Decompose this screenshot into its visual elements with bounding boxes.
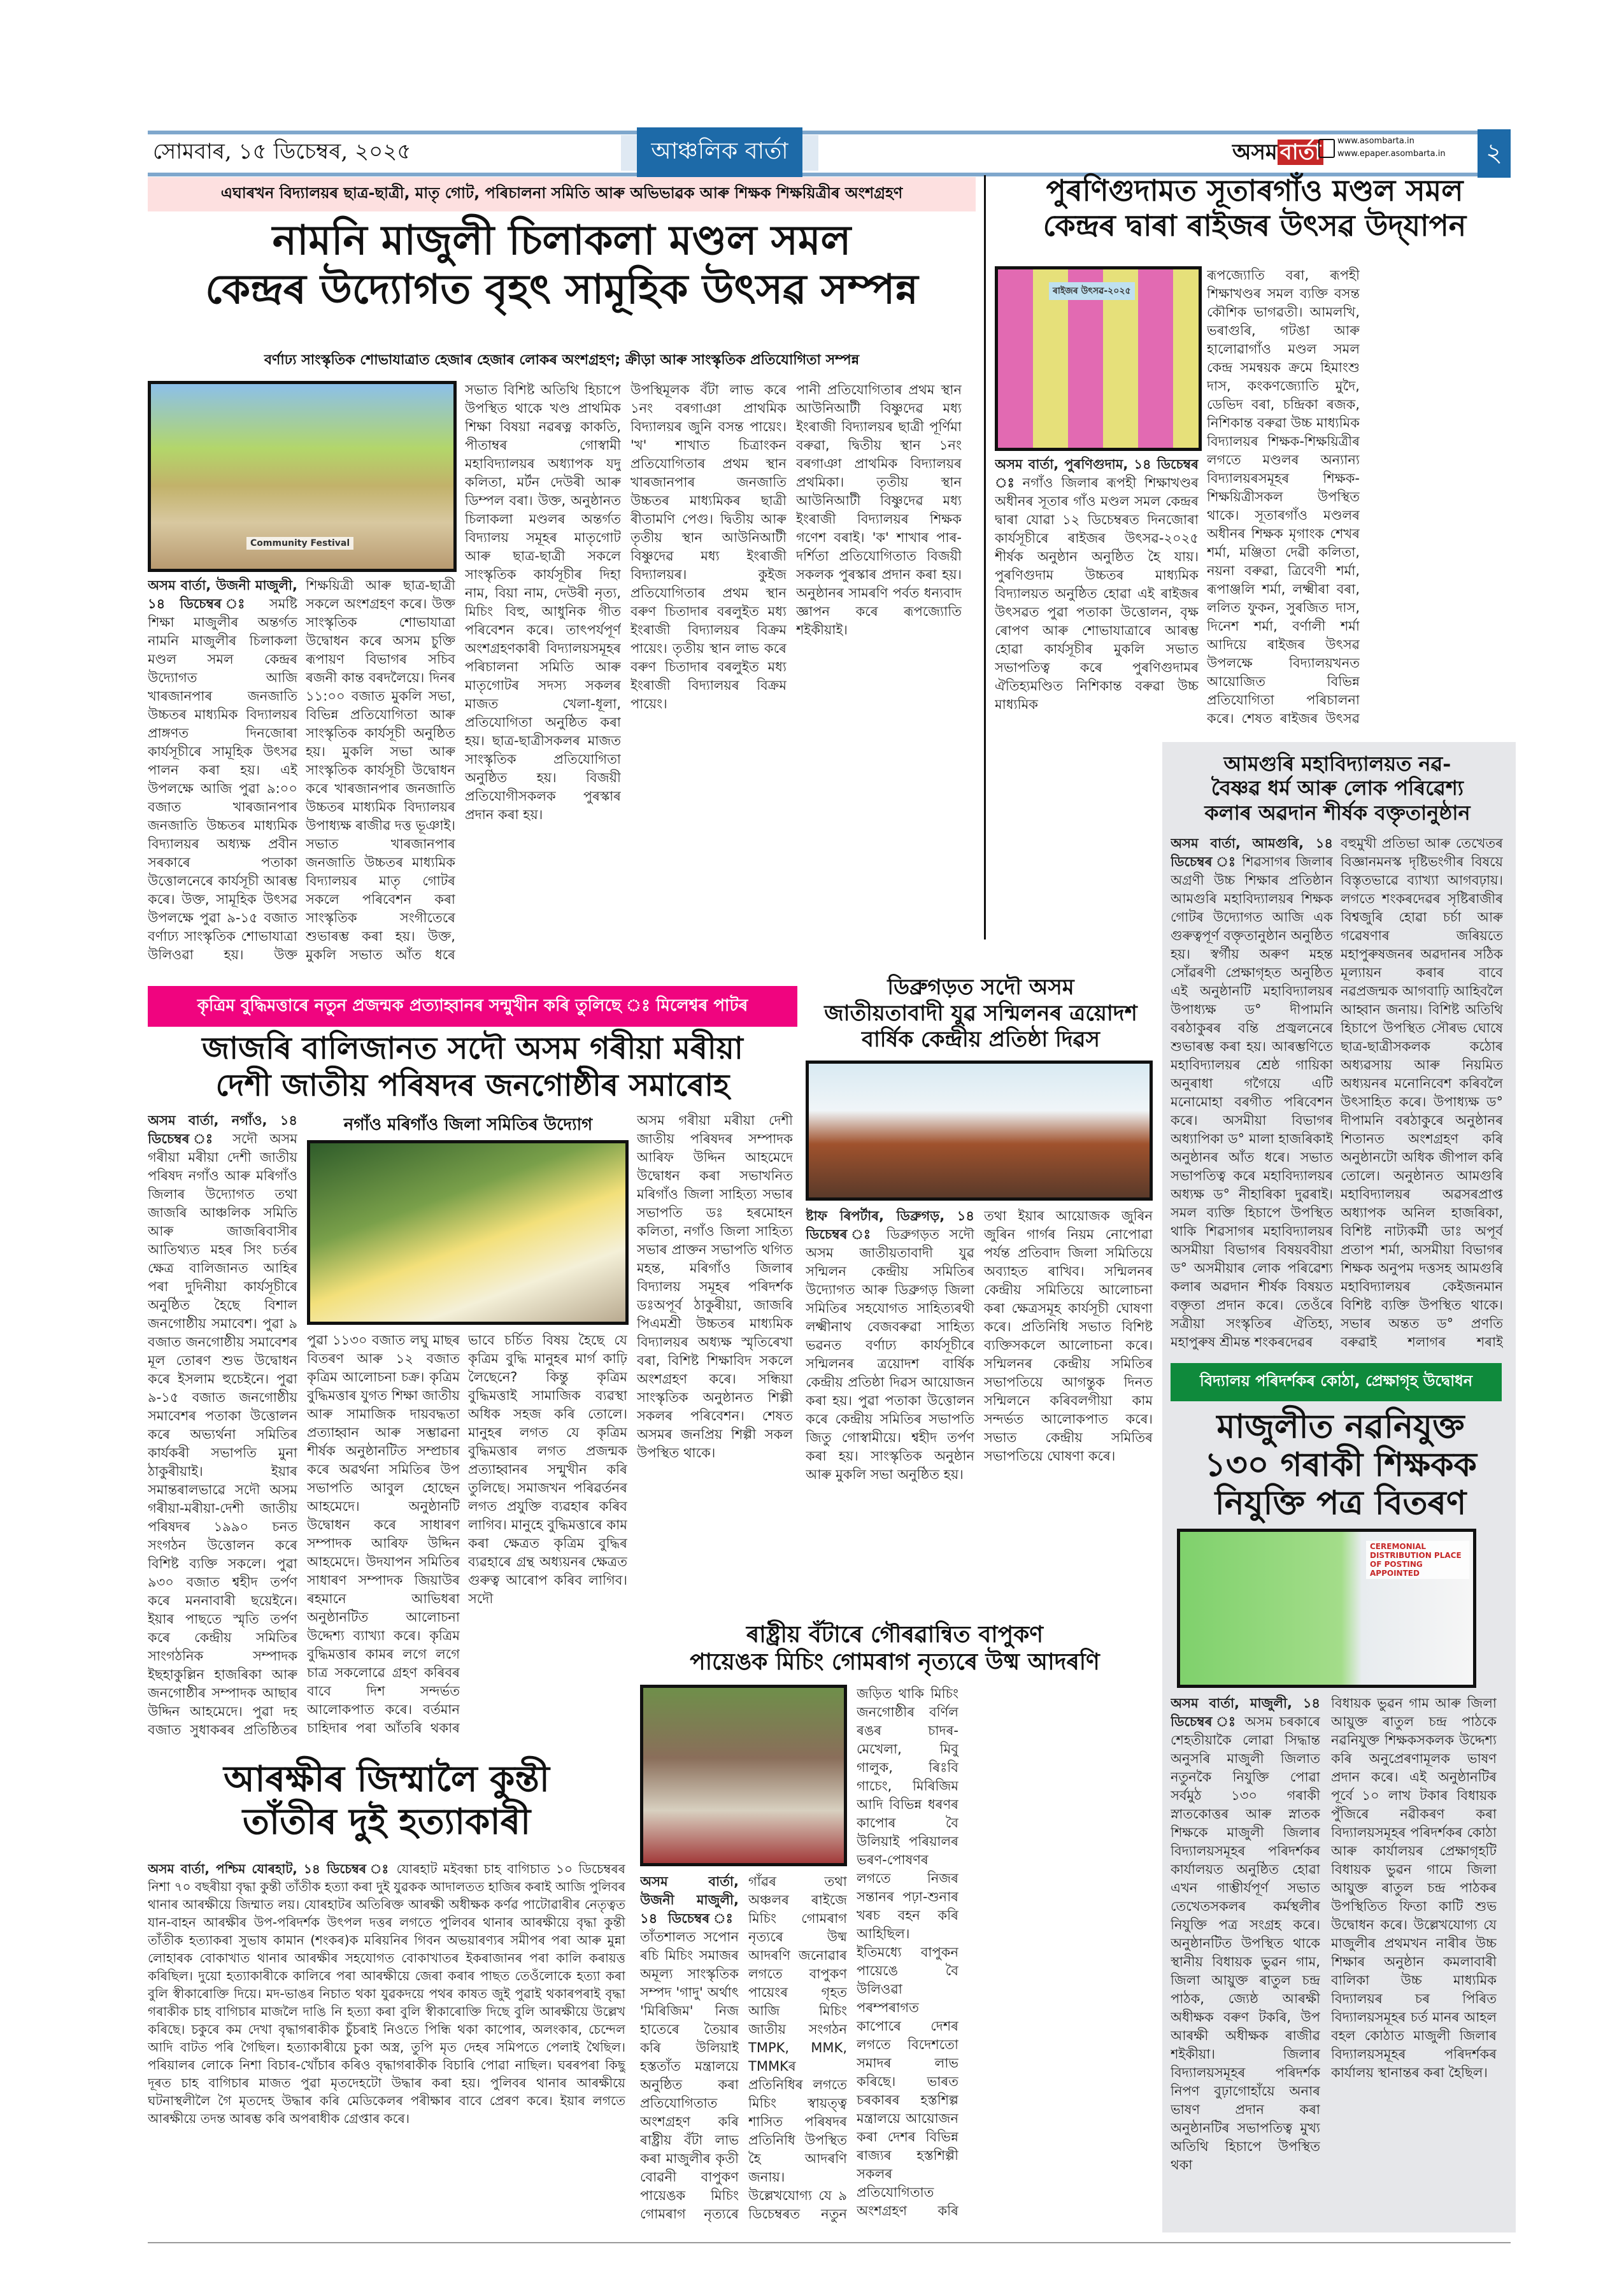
article8-headline-line1: আৰক্ষীৰ জিম্মালৈ কুন্তী [224,1758,550,1800]
article1-subhead: বৰ্ণাঢ্য সাংস্কৃতিক শোভাযাত্ৰাত হেজাৰ হেজাৰ লোকৰ অংশগ্ৰহণ; ক্ৰীড়া আৰু সাংস্কৃতিক প্ৰতিযোগিতা সম্পন্ন [264,352,860,368]
article3-dateline: অসম বাৰ্তা, আমগুৰি, ১৪ ডিচেম্বৰ ঃ [1171,836,1333,869]
article6-headline [1169,1408,1513,1522]
article3-headline-line3: কলাৰ অৱদান শীৰ্ষক বক্তৃতানুষ্ঠান [1204,800,1471,825]
article7-dateline: অসম বাৰ্তা, উজনী মাজুলী, ১৪ ডিচেম্বৰ ঃ [640,1874,739,1926]
article6-headline-line2: ১৩০ গৰাকী শিক্ষকক [1204,1445,1477,1484]
epaper-url[interactable]: www.epaper.asombarta.in [1337,149,1446,159]
article2-headline-line2: কেন্দ্ৰৰ দ্বাৰা ৰাইজৰ উৎসৱ উদ্‌যাপন [1043,208,1467,243]
article1-column-5: পানী প্ৰতিযোগিতাৰ প্ৰথম স্থান আউনিআটী বিষ্ণুদেৱ মধ্য ইংৰাজী বিদ্যালয়ৰ ছাত্ৰী পূৰ্ণিমা বৰুৱা, দ্বিতীয় স্থান ১নং বৰগাঞা প্ৰাথমিক বিদ্যালয়ৰ প্ৰথমিকা। তৃতীয় স্থান আউনিআটী বিষ্ণুদেৱ মধ্য ইংৰাজী বিদ্যালয়ৰ শিক্ষক গণেশ বৰাই। 'ক' শাখাৰ পাৰ-দৰ্শিতা প্ৰতিযোগিতাত বিজয়ী সকলক পুৰস্কাৰ প্ৰদান কৰা হয়। অনুষ্ঠানৰ সামৰণি পৰ্বত ধন্যবাদ জ্ঞাপন কৰে ৰূপজ্যোতি শইকীয়াই। [796,382,962,638]
article4-column-3: ভাবে চৰ্চিত বিষয় হৈছে যে কৃত্ৰিম বুদ্ধি মানুহৰ মাৰ্গ কাঢ়ি লৈছেনে? কিন্তু কৃত্ৰিম বুদ্ধিমত্তাই সামাজিক ব্যৱস্থা অধিক সহজ কৰি তোলে। মানুহৰ লগত যে কৃত্ৰিম বুদ্ধিমত্তাৰ লগত প্ৰজন্মক প্ৰত্যাহ্বানৰ সন্মুখীন কৰি তুলিছে। সমাজখন পৰিৱৰ্তনৰ লগত প্ৰযুক্তি ব্যৱহাৰ কৰিব লাগিব। মানুহে বুদ্ধিমত্তাৰে কাম কৰা ক্ষেত্ৰত কৃত্ৰিম বুদ্ধিৰ ব্যৱহাৰে গ্ৰন্থ অধ্যয়নৰ ক্ষেত্ৰত গুৰুত্ব আৰোপ কৰিব লাগিব। সদৌ [468,1332,627,1606]
article2-column-2: ৰূপজ্যোতি বৰা, ৰূপহী শিক্ষাখণ্ডৰ সমল ব্যক্তি বসন্ত কৌশিক ভাগৱতী। আমলখি, ভৰাগুৰি, গটঙা আৰু হালোৱাগাঁও মণ্ডল সমল কেন্দ্ৰ সমন্বয়ক ক্ৰমে হিমাংশু দাস, কংকণজ্যোতি মুদৈ, ডেভিদ বৰা, চন্দ্ৰিকা ৰজক, নিশিকান্ত বৰুৱা উচ্চ মাধ্যমিক বিদ্যালয়ৰ শিক্ষক-শিক্ষয়িত্ৰীৰ লগতে মণ্ডলৰ অন্যান্য বিদ্যালয়ৰসমূহৰ শিক্ষক-শিক্ষয়িত্ৰীসকল উপস্থিত থাকে। সূতাৰগাঁও মণ্ডলৰ অধীনৰ শিক্ষক মৃগাংক শেখৰ শৰ্মা, মঞ্জিতা দেৱী কলিতা, নয়না বৰুৱা, ত্ৰিবেণী শৰ্মা, ৰূপাঞ্জলি শৰ্মা, লক্ষ্মীৰা বৰা, ললিত ফুকন, সুৰজিত দাস, দিনেশ শৰ্মা, বৰ্ণালী শৰ্মা আদিয়ে ৰাইজৰ উৎসৱ উপলক্ষে বিদ্যালয়খনত আয়োজিত বিভিন্ন প্ৰতিযোগিতা পৰিচালনা কৰে। শেষত ৰাইজৰ উৎসৱ [1207,268,1360,726]
article1-headline-line1: নামনি মাজুলী চিলাকলা মণ্ডল সমল [272,217,851,264]
article2-col1-text: নগাঁও জিলাৰ ৰূপহী শিক্ষাখণ্ডৰ অধীনৰ সূতাৰ গাঁও মণ্ডল সমল কেন্দ্ৰৰ দ্বাৰা যোৱা ১২ ডিচেম্বৰত দিনজোৰা কাৰ্যসূচীৰে ৰাইজৰ উৎসৱ-২০২৫ শীৰ্ষক অনুষ্ঠান অনুষ্ঠিত হৈ যায়। পুৰণিগুদাম উচ্চতৰ মাধ্যমিক বিদ্যালয়ত অনুষ্ঠিত হোৱা এই ৰাইজৰ উৎসৱত পুৱা পতাকা উত্তোলন, বৃক্ষ ৰোপণ আৰু শোভাযাত্ৰাৰে আৰম্ভ হোৱা কাৰ্যসূচীৰ মুকলি সভাত সভাপতিত্ব কৰে পুৰণিগুদামৰ ঐতিহ্যমণ্ডিত নিশিকান্ত বৰুৱা উচ্চ মাধ্যমিক [995,475,1199,712]
website-url[interactable]: www.asombarta.in [1337,136,1414,146]
article4-subhead: নগাঁও মৰিগাঁও জিলা সমিতিৰ উদ্যোগ [343,1115,593,1134]
section-title: আঞ্চলিক বাৰ্তা [637,127,802,178]
article8-body [148,1860,625,2234]
article6-headline-line1: মাজুলীত নৱনিযুক্ত [1216,1407,1465,1446]
article3-column-1 [1171,834,1333,1352]
article1-dateline: অসম বাৰ্তা, উজনী মাজুলী, ১৪ ডিচেম্বৰ ঃ [148,578,297,611]
article4-column-2: পুৱা ১১৩০ বজাত লঘু মাছৰ বিতৰণ আৰু ১২ বজাত কৃত্ৰিম আলোচনা চক্ৰ। কৃত্ৰিম বুদ্ধিমত্তাৰ যুগত শিক্ষা জাতীয় আৰু সামাজিক দায়বদ্ধতা প্ৰত্যাহ্বান আৰু সম্ভাৱনা শীৰ্ষক অনুষ্ঠানটিত সম্প্ৰচাৰ কৰে অৱৰ্থনা সমিতিৰ উপ সভাপতি আবুল হোছেন আহমেদে। অনুষ্ঠানটি উদ্বোধন কৰে সাধাৰণ সম্পাদক আৰিফ উদ্দিন আহমেদে। উদযাপন সমিতিৰ সাধাৰণ সম্পাদক জিয়াউৰ ৰহমানে আভিধৰা অনুষ্ঠানটিত আলোচনা উদ্দেশ্য ব্যাখ্যা কৰে। কৃত্ৰিম বুদ্ধিমত্তাৰ কামৰ লগে লগে চাত্ৰ সকলোৱে গ্ৰহণ কৰিবৰ বাবে দিশ সন্দৰ্ভত আলোকপাত কৰে। বৰ্তমান চাহিদাৰ পৰা আঁতৰি থকাৰ [307,1332,460,1736]
article8-headline-line2: তাঁতীৰ দুই হত্যাকাৰী [242,1801,531,1843]
article6-column-2: বিধায়ক ভুৱন গাম আৰু জিলা আয়ুক্ত ৰাতুল চন্দ্ৰ পাঠকে নৱনিযুক্ত শিক্ষকসকলক উদ্দেশ্য কৰি অনুপ্ৰেৰণামূলক ভাষণ প্ৰদান কৰে। এই অনুষ্ঠানটিৰ পূৰ্বে ১০ লাখ টকাৰ বিধায়ক পুঁজিৰে নৱীকৰণ কৰা বিদ্যালয়সমূহৰ পৰিদৰ্শকৰ কোঠা আৰু কাৰ্যালয়ৰ প্ৰেক্ষাগৃহটি বিধায়ক ভুৱন গামে জিলা আয়ুক্ত ৰাতুল চন্দ্ৰ পাঠকৰ উপস্থিতিত ফিতা কাটি শুভ উদ্বোধন কৰে। উল্লেখযোগ্য যে মাজুলীৰ প্ৰথমখন নাৰীৰ উচ্চ শিক্ষাৰ অনুষ্ঠান কমলাবাৰী বালিকা উচ্চ মাধ্যমিক বিদ্যালয়ৰ চৰ পিৰিত বিদ্যালয়সমূহৰ চৰ্ত মানৰ আহল বহল কোঠাত মাজুলী জিলাৰ বিদ্যালয়সমূহৰ পৰিদৰ্শকৰ কাৰ্যালয় স্থানান্তৰ কৰা হৈছিল। [1331,1696,1497,2080]
article6-photo [1177,1529,1476,1688]
article6-dateline: অসম বাৰ্তা, মাজুলী, ১৪ ডিচেম্বৰ ঃ [1171,1696,1320,1729]
article7-headline [630,1621,1159,1676]
article5-headline-line1: ডিব্ৰুগড়ত সদৌ অসম [887,975,1074,1000]
article8-headline [148,1758,625,1843]
article4-photo [307,1140,629,1325]
article5-column-2: তথা ইয়াৰ আয়োজক জুৰিন জুৰিন গাৰ্গৰ নিয়ম নোপোৱা পৰ্যন্ত প্ৰতিবাদ জিলা সমিতিয়ে অব্যাহত ৰাখিব। সন্মিলনৰ কেন্দ্ৰীয় সমিতিয়ে আলোচনা কৰা ক্ষেত্ৰসমূহ কাৰ্যসূচী ঘোষণা কৰে। প্ৰতিনিধি সভাত বিশিষ্ট ব্যক্তিসকলে আলোচনা কৰে। সন্মিলনৰ কেন্দ্ৰীয় সমিতিৰ সভাপতিয়ে আগন্তুক দিনত সন্মিলনে কৰিবলগীয়া কাম সন্দৰ্ভত আলোকপাত কৰে। সভাত কেন্দ্ৰীয় সমিতিৰ সভাপতিয়ে ঘোষণা কৰে। [984,1208,1153,1464]
article6-headline-line3: নিযুক্তি পত্ৰ বিতৰণ [1214,1483,1467,1522]
article7-column-2: গাঁৱৰ তথা অঞ্চলৰ ৰাইজে মিচিং গোমৰাগ নৃত্যৰে উষ্ম আদৰণি জনোৱাৰ লগতে বাপুকণ পায়েংৰ গৃহত আজি মিচিং জাতীয় সংগঠন TMPK, MMK, TMMKৰ প্ৰতিনিধিৰ লগতে মিচিং স্বায়ত্ত্ব শাসিত পৰিষদৰ প্ৰতিনিধি উপস্থিত হৈ আদৰণি জনায়। উল্লেখযোগ্য যে ৯ ডিচেম্বৰত নতুন [748,1874,847,2222]
article2-dateline: অসম বাৰ্তা, পুৰণিগুদাম, ১৪ ডিচেম্বৰ ঃ [995,457,1199,490]
article4-strap: কৃত্ৰিম বুদ্ধিমত্তাৰে নতুন প্ৰজন্মক প্ৰত্যাহ্বানৰ সন্মুখীন কৰি তুলিছে ঃ মিলেশ্বৰ পাটৰ [148,986,797,1027]
article8-dateline: অসম বাৰ্তা, পশ্চিম যোৰহাট, ১৪ ডিচেম্বৰ ঃ [148,1861,391,1876]
article8-body-text: যোৰহাট মইবন্ধা চাহ বাগিচাত ১০ ডিচেম্বৰৰ নিশা ৭০ বছৰীয়া বৃদ্ধা কুন্তী তাঁতীক হত্যা কৰা দুই যুৱকক আদালতত হাজিৰ কৰাই আজি পুলিবৰ থানাৰ আৰক্ষীয়ে জিম্মাত লয়। যোৰহাটৰ অতিৰিক্ত আৰক্ষী অধীক্ষক কৰ্ণৱ পাটোৱাৰীৰ নেতৃত্বত যান-বাহন আৰক্ষীৰ উপ-পৰিদৰ্শক উৎপল দত্তৰ লগতে পুলিবৰ থানাৰ আৰক্ষীয়ে বৃদ্ধা কুন্তী তাঁতীক হত্যাকৰা সুভাষ কামান (শংকৰ)ক মৰিয়নিৰ গিবন অভয়াৰণ্যৰ সমীপৰ পৰা আৰু মুন্না লোহাৰক বোকাখাত থানাৰ আৰক্ষীৰ সহযোগত বোকাখাতৰ ইকৰাজানৰ পৰা কালি কৰায়ত্ত কৰিছিল। দুয়ো হত্যাকাৰীকে কালিৰে পৰা আৰক্ষীয়ে জেৰা কৰাৰ পাছত তেওঁলোকে হত্যা কৰা বুলি স্বীকাৰোক্তি দিয়ে। মদ-ভাঙৰ নিচাত থকা যুৱকদয়ে পথৰ কাষত জুই পুৱাই থকাৰপৰাই বৃদ্ধা গৰাকীক চাহ বাগিচাৰ মাজলৈ দাঙি নি হত্যা কৰা বুলি স্বীকাৰোক্তি দিছে বুলি আৰক্ষীয়ে উল্লেখ কৰিছে। চকুৰে কম দেখা বৃদ্ধাগৰাকীক চুঁচৰাই নিওতে পিন্ধি থকা কাপোৰ, অলংকাৰ, চেন্দেল আদি বাটত পৰি গৈছিল। হত্যাকাৰীয়ে চুকা অস্ত্ৰ, তুপি মৃত দেহৰ সমিপতে পেলাই থৈছিল। পৰিয়ালৰ লোকে নিশা বিচাৰ-খোঁচাৰ কৰিও বৃদ্ধাগৰাকীক বিচাৰি পোৱা নাছিল। ঘৰৰপৰা কিছু দূৰত চাহ বাগিচাৰ মাজত পুৱা মৃতদেহটো উদ্ধাৰ কৰা হয়। পুলিবৰ থানাৰ আৰক্ষীয়ে ঘটনাস্থলীলৈ গৈ মৃতদেহ উদ্ধাৰ কৰি মেডিকেলৰ পৰীক্ষাৰ বাবে প্ৰেৰণ কৰে। ইয়াৰ লগতে আৰক্ষীয়ে তদন্ত আৰম্ভ কৰি অপৰাধীক গ্ৰেপ্তাৰ কৰে। [148,1861,625,2126]
logo-right: বাৰ্তা [1278,139,1323,165]
article3-headline-line2: বৈষ্ণৱ ধৰ্ম আৰু লোক পৰিৱেশ্য [1211,776,1464,801]
article1-headline [148,217,976,315]
article7-headline-line1: ৰাষ্ট্ৰীয় বঁটাৰে গৌৰৱান্বিত বাপুকণ [746,1621,1044,1648]
article1-column-3: সভাত বিশিষ্ট অতিথি হিচাপে উপস্থিত থাকে খণ্ড প্ৰাথমিক শিক্ষা বিষয়া নৱৰত্ন কাকতি, পীতাম্বৰ গোস্বামী মহাবিদ্যালয়ৰ অধ্যাপক যদু কলিতা, মৰ্টন দেউৰী আৰু ডিম্পল বৰা। উক্ত, অনুষ্ঠানত চিলাকলা মণ্ডলৰ অন্তৰ্গত বিদ্যালয় সমূহৰ মাতৃগোট আৰু ছাত্ৰ-ছাত্ৰী সকলে সাংস্কৃতিক কাৰ্যসূচীৰ দিহা নাম, বিয়া নাম, দেউৰী নৃত্য, মিচিং বিহু, আধুনিক গীত পৰিবেশন কৰে। তাৎপৰ্যপূৰ্ণ অংশগ্ৰহণকাৰী বিদ্যালয়সমূহৰ পৰিচালনা সমিতি আৰু মাতৃগোটৰ সদস্য সকলৰ মাজত খেলা-ধূলা, প্ৰতিযোগিতা অনুষ্ঠিত কৰা হয়। ছাত্ৰ-ছাত্ৰীসকলৰ মাজত সাংস্কৃতিক প্ৰতিযোগিতা অনুষ্ঠিত হয়। বিজয়ী প্ৰতিযোগীসকলক পুৰস্কাৰ প্ৰদান কৰা হয়। [465,382,621,822]
article4-column-4: অসম গৰীয়া মৰীয়া দেশী জাতীয় পৰিষদৰ সম্পাদক আৰিফ উদ্দিন আহমেদে উদ্বোধন কৰা সভাখনিত মৰিগাঁও জিলা সাহিত্য সভাৰ সভাপতি ডঃ হৰমোহন কলিতা, নগাঁও জিলা সাহিত্য সভাৰ প্ৰাক্তন সভাপতি থগিত মহন্ত, মৰিগাঁও জিলাৰ বিদ্যালয় সমূহৰ পৰিদৰ্শক ডঃঅপূৰ্ব ঠাকুৰীয়া, জাজৰি পিএমশ্ৰী উচ্চতৰ মাধ্যমিক বিদ্যালয়ৰ অধ্যক্ষ স্মৃতিৰেখা বৰা, বিশিষ্ট শিক্ষাবিদ সকলে অংশগ্ৰহণ কৰে। সন্ধিয়া সাংস্কৃতিক অনুষ্ঠানত শিল্পী সকলৰ পৰিবেশন। শেষত অসমৰ জনপ্ৰিয় শিল্পী সকল উপস্থিত থাকে। [637,1113,793,1461]
issue-date: সোমবাৰ, ১৫ ডিচেম্বৰ, ২০২৫ [153,139,411,164]
article4-col1-text: সদৌ অসম গৰীয়া মৰীয়া দেশী জাতীয় পৰিষদ নগাঁও আৰু মৰিগাঁও জিলাৰ উদ্যোগত তথা জাজৰি আঞ্চলিক সমিতি আৰু জাজৰিবাসীৰ আতিথ্যত মহৰ সিং চৰ্তৰ ক্ষেত্ৰ বালিজানত আহিৰ পৰা দুদিনীয়া কাৰ্যসূচীৰে অনুষ্ঠিত হৈছে বিশাল জনগোষ্ঠীয় সমাবেশ। পুৱা ৯ বজাত জনগোষ্ঠীয় সমাবেশৰ মূল তোৰণ শুভ উদ্বোধন কৰে ইসলাম হুচেইনে। পুৱা ৯-১৫ বজাত জনগোষ্ঠীয় সমাবেশৰ পতাকা উত্তোলন কৰে অভ্যৰ্থনা সমিতিৰ কাৰ্যকৰী সভাপতি মুনা ঠাকুৰীয়াই। ইয়াৰ সমান্তৰালভাৱে সদৌ অসম গৰীয়া-মৰীয়া-দেশী জাতীয় পৰিষদৰ ১৯৯০ চনত সংগঠন উত্তোলন কৰে বিশিষ্ট ব্যক্তি সকলে। পুৱা ৯৩০ বজাত শ্বহীদ তৰ্পণ কৰে মননাবাৰী ছয়েইনে। ইয়াৰ পাছতে স্মৃতি তৰ্পণ কৰে কেন্দ্ৰীয় সমিতিৰ সাংগঠনিক সম্পাদক ইছহাকুল্লিন হাজৰিকা আৰু জনগোষ্ঠীৰ সম্পাদক আছাৰ উদ্দিন আহমেদে। পুৱা দহ বজাত সুধাকৰৰ প্ৰতিষ্ঠিতৰ [148,1131,297,1738]
article7-col1-text: তাঁতশালত সপোন ৰচি মিচিং সমাজৰ অমূল্য সাংস্কৃতিক সম্পদ 'গাদু' অৰ্থাৎ 'মিৰিজিম' নিজ হাতেৰে তৈয়াৰ কৰি উলিয়াই হস্ততাঁত মন্ত্ৰালয়ে অনুষ্ঠিত কৰা প্ৰতিযোগিতাত অংশগ্ৰহণ কৰি ৰাষ্ট্ৰীয় বঁটা লাভ কৰা মাজুলীৰ কৃতী বোৱনী বাপুকণ পায়েঙক মিচিং গোমৰাগ নৃত্যৰে [640,1929,739,2222]
article3-headline-line1: আমগুৰি মহাবিদ্যালয়ত নৱ- [1223,752,1451,776]
article1-column-2: শিক্ষয়িত্ৰী আৰু ছাত্ৰ-ছাত্ৰী সকলে অংশগ্ৰহণ কৰে। উক্ত সাংস্কৃতিক শোভাযাত্ৰা উদ্বোধন কৰে অসম চুক্তি ৰূপায়ণ বিভাগৰ সচিব ৰজনী কান্ত বৰদলৈয়ে। দিনৰ ১১:০০ বজাত মুকলি সভা, বিভিন্ন প্ৰতিযোগিতা আৰু সাংস্কৃতিক কাৰ্যসূচী অনুষ্ঠিত হয়। মুকলি সভা আৰু সাংস্কৃতিক কাৰ্যসূচী উদ্বোধন কৰে খাৰজানপাৰ জনজাতি উচ্চতৰ মাধ্যমিক বিদ্যালয়ৰ উপাধ্যক্ষ ৰাজীৱ দত্ত ভূঞাই। সভাত খাৰজানপাৰ জনজাতি উচ্চতৰ মাধ্যমিক বিদ্যালয়ৰ মাতৃ গোটৰ সকলে পৰিবেশন কৰা সাংস্কৃতিক সংগীতেৰে শুভাৰম্ভ কৰা হয়। উক্ত, মুকলি সভাত আঁত ধৰে [306,578,455,962]
article2-headline-line1: পুৰণিগুদামত সূতাৰগাঁও মণ্ডল সমল [1046,173,1464,208]
article5-photo [806,1061,1153,1201]
article4-column-1 [148,1111,297,1739]
column-divider [984,175,986,939]
article1-column-1 [148,576,297,964]
article3-column-2: বহুমুখী প্ৰতিভা আৰু তেখেতৰ বিজ্ঞানমনস্ক দৃষ্টিভংগীৰ বিষয়ে বিস্তৃতভাৱে ব্যাখ্যা আগবঢ়ায়। লগতে শংকৰদেৱৰ সৃষ্টিৰাজীৰ বিশ্বজুৰি হোৱা চৰ্চা আৰু গৱেষণাৰ জৰিয়তে মহাপুৰুষজনৰ অৱদানৰ সঠিক মূল্যায়ন কৰাৰ বাবে নৱপ্ৰজন্মক আগবাঢ়ি আহিবলৈ আহ্বান জনায়। বিশিষ্ট অতিথি হিচাপে উপস্থিত সৌৰভ ঘোষে ছাত্ৰ-ছাত্ৰীসকলক কঠোৰ অধ্যৱসায় আৰু নিয়মিত অধ্যয়নৰ মনোনিবেশ কৰিবলৈ উৎসাহিত কৰে। উপাধ্যক্ষ ড° দীপামনি বৰঠাকুৰে অনুষ্ঠানৰ শিতানত অংশগ্ৰহণ কৰি অনুষ্ঠানটো অধিক জীপাল কৰি তোলে। অনুষ্ঠানত আমগুৰি মহাবিদ্যালয়ৰ অৱসৰপ্ৰাপ্ত অধ্যাপক অনিল হাজৰিকা, বিশিষ্ট নাট্যকৰ্মী ডাঃ অপূৰ্ব প্ৰতাপ শৰ্মা, অসমীয়া বিভাগৰ শিক্ষক অনুপম দত্তসহ আমগুৰি মহাবিদ্যালয়ৰ কেইজনমান বিশিষ্ট ব্যক্তি উপস্থিত থাকে। সভাৰ অন্তত ড° প্ৰণতি বৰুৱাই শলাগৰ শৰাই [1341,836,1503,1350]
article5-dateline: ষ্টাফ ৰিপৰ্টাৰ, ডিব্ৰুগড়, ১৪ ডিচেম্বৰ ঃ [806,1208,974,1242]
article4-headline [148,1031,797,1104]
article1-kicker: এঘাৰখন বিদ্যালয়ৰ ছাত্ৰ-ছাত্ৰী, মাতৃ গোট, পৰিচালনা সমিতি আৰু অভিভাৱক আৰু শিক্ষক শিক্ষয়িত্ৰীৰ অংশগ্ৰহণ [148,177,976,211]
article5-headline-line3: বাৰ্ষিক কেন্দ্ৰীয় প্ৰতিষ্ঠা দিৱস [862,1026,1100,1052]
article1-column-4: উপস্থিমূলক বঁটা লাভ কৰে ১নং বৰগাঞা প্ৰাথমিক বিদ্যালয়ৰ জুনি বসন্ত পায়েং। 'খ' শাখাত চিত্ৰাংকন প্ৰতিযোগিতাৰ প্ৰথম স্থান খাৰজানপাৰ জনজাতি উচ্চতৰ মাধ্যমিকৰ ছাত্ৰী ৰীতামণি পেগু। দ্বিতীয় আৰু তৃতীয় স্থান আউনিআটী বিষ্ণুদেৱ মধ্য ইংৰাজী বিদ্যালয়ৰ। কুইজ প্ৰতিযোগিতাৰ প্ৰথম স্থান বৰুণ চিতাদাৰ বৰলুইত মধ্য ইংৰাজী বিদ্যালয়ৰ বিক্ৰম পায়েং। তৃতীয় স্থান লাভ কৰে বৰুণ চিতাদাৰ বৰলুইত মধ্য ইংৰাজী বিদ্যালয়ৰ বিক্ৰম পায়েং। [630,382,787,711]
article3-col1-text: শিৱসাগৰ জিলাৰ অগ্ৰণী উচ্চ শিক্ষাৰ প্ৰতিষ্ঠান আমগুৰি মহাবিদ্যালয়ৰ শিক্ষক গোটৰ উদ্যোগত আজি এক গুৰুত্বপূৰ্ণ বক্তৃতানুষ্ঠান অনুষ্ঠিত হয়। স্বৰ্গীয় অৰুণ মহন্ত সোঁৱৰণী প্ৰেক্ষাগৃহত অনুষ্ঠিত এই অনুষ্ঠানটি মহাবিদ্যালয়ৰ উপাধ্যক্ষ ড° দীপামনি বৰঠাকুৰৰ বন্তি প্ৰজ্বলনেৰে শুভাৰম্ভ কৰা হয়। আৰম্ভণিতে মহাবিদ্যালয়ৰ শ্ৰেষ্ঠ গায়িকা অনুৰাধা গগৈয়ে এটি মনোমোহা বৰগীত পৰিবেশন কৰে। অসমীয়া বিভাগৰ অধ্যাপিকা ড° মালা হাজৰিকাই অনুষ্ঠানৰ আঁত ধৰে। সভাত সভাপতিত্ব কৰে মহাবিদ্যালয়ৰ অধ্যক্ষ ড° নীহাৰিকা দুৱৰাই। সমল ব্যক্তি হিচাপে উপস্থিত থাকি শিৱসাগৰ মহাবিদ্যালয়ৰ অসমীয়া বিভাগৰ বিষয়ববীয়া ড° অসমীয়াৰ লোক পৰিৱেশ্য কলাৰ অৱদান শীৰ্ষক বিষয়ত বক্তৃতা প্ৰদান কৰে। তেওঁৰে সত্ৰীয়া সংস্কৃতিৰ ঐতিহ্য, মহাপুৰুষ শ্ৰীমন্ত শংকৰদেৱৰ [1171,854,1333,1350]
article6-col1-text: অসম চৰকাৰে শেহতীয়াকৈ লোৱা সিদ্ধান্ত অনুসৰি মাজুলী জিলাত নতুনকৈ নিযুক্তি পোৱা সৰ্বমুঠ ১৩০ গৰাকী স্নাতকোত্তৰ আৰু স্নাতক শিক্ষকে মাজুলী জিলাৰ বিদ্যালয়সমূহৰ পৰিদৰ্শকৰ কাৰ্যালয়ত অনুষ্ঠিত হোৱা এখন গাম্ভীৰ্যপূৰ্ণ সভাত তেখেতসকলৰ কৰ্মস্থলীৰ নিযুক্তি পত্ৰ সংগ্ৰহ কৰে। অনুষ্ঠানটিত উপস্থিত থাকে স্থানীয় বিধায়ক ভুৱন গাম, জিলা আয়ুক্ত ৰাতুল চন্দ্ৰ পাঠক, জ্যেষ্ঠ আৰক্ষী অধীক্ষক বৰুণ টকৰি, উপ আৰক্ষী অধীক্ষক ৰাজীৱ শইকীয়া। জিলাৰ বিদ্যালয়সমূহৰ পৰিদৰ্শক নিপণ বুঢ়াগোহাঁয়ে অনাৰ ভাষণ প্ৰদান কৰা অনুষ্ঠানটিৰ সভাপতিত্ব মুখ্য অতিথি হিচাপে উপস্থিত থকা [1171,1714,1320,2173]
article7-column-3: জড়িত থাকি মিচিং জনগোষ্ঠীৰ বৰ্ণিল ৰঙৰ চাদৰ-মেখেলা, মিবু গালুক, ৰিঃবি গাচেং, মিৰিজিম আদি বিভিন্ন ধৰণৰ কাপোৰ বৈ উলিয়াই পৰিয়ালৰ ভৰণ-পোষণৰ লগতে নিজৰ সন্তানৰ পঢ়া-শুনাৰ খৰচ বহন কৰি আহিছিল। ইতিমধ্যে বাপুকন পায়েঙে বৈ উলিওৱা পৰম্পৰাগত কাপোৰে দেশৰ লগতে বিদেশতো সমাদৰ লাভ কৰিছে। ভাৰত চৰকাৰৰ হস্তশিল্প মন্ত্ৰালয়ে আয়োজন কৰা দেশৰ বিভিন্ন ৰাজ্যৰ হস্তশিল্পী সকলৰ প্ৰতিযোগিতাত অংশগ্ৰহণ কৰি [857,1686,958,2218]
newspaper-logo [1232,136,1323,172]
article2-photo [995,266,1202,451]
article3-headline [1165,752,1509,825]
article7-headline-line2: পায়েঙক মিচিং গোমৰাগ নৃত্যৰে উষ্ম আদৰণি [690,1648,1100,1676]
article4-headline-line1: জাজৰি বালিজানত সদৌ অসম গৰীয়া মৰীয়া [202,1031,743,1066]
article2-column-1 [995,455,1199,732]
logo-left: অসম [1232,139,1278,165]
article1-headline-line2: কেন্দ্ৰৰ উদ্যোগত বৃহৎ সামূহিক উৎসৱ সম্পন্ন [205,265,918,313]
article6-strap: বিদ্যালয় পৰিদৰ্শকৰ কোঠা, প্ৰেক্ষাগৃহ উদ্বোধন [1171,1363,1502,1401]
website-urls [1337,135,1446,161]
article1-photo [148,381,457,572]
article5-headline-line2: জাতীয়তাবাদী যুৱ সন্মিলনৰ ত্ৰয়োদশ [824,1000,1137,1026]
article4-headline-line2: দেশী জাতীয় পৰিষদৰ জনগোষ্ঠীৰ সমাৰোহ [215,1067,730,1103]
article1-photo-banner: Community Festival [246,537,353,550]
article2-photo-banner: ৰাইজৰ উৎসৱ-২০২৫ [1049,282,1135,300]
article5-headline [802,975,1159,1052]
article1-col1-text: সমষ্টি শিক্ষা মাজুলীৰ অন্তৰ্গত নামনি মাজুলীৰ চিলাকলা মণ্ডল সমল কেন্দ্ৰৰ উদ্যোগত আজি খাৰজানপাৰ জনজাতি উচ্চতৰ মাধ্যমিক বিদ্যালয়ৰ প্ৰাঙ্গণত দিনজোৰা কাৰ্যসূচীৰে সামূহিক উৎসৱ পালন কৰা হয়। এই উপলক্ষে আজি পুৱা ৯:০০ বজাত খাৰজানপাৰ জনজাতি উচ্চতৰ মাধ্যমিক বিদ্যালয়ৰ অধ্যক্ষ প্ৰবীন সৰকাৰে পতাকা উত্তোলনেৰে কাৰ্যসূচী আৰম্ভ কৰে। উক্ত, সামূহিক উৎসৱ উপলক্ষে পুৱা ৯-১৫ বজাত বৰ্ণাঢ্য সাংস্কৃতিক শোভাযাত্ৰা উলিওৱা হয়। উক্ত [148,596,297,962]
article2-headline [994,173,1516,243]
article4-dateline: অসম বাৰ্তা, নগাঁও, ১৪ ডিচেম্বৰ ঃ [148,1113,297,1146]
web-browser-icon [1318,139,1335,158]
article7-column-1 [640,1873,739,2224]
article5-col1-text: ডিব্ৰুগড়ত সদৌ অসম জাতীয়তাবাদী যুৱ সন্মিলন কেন্দ্ৰীয় সমিতিৰ উদ্যোগত আৰু ডিব্ৰুগড় জিলা সমিতিৰ সহযোগত সাহিত্যৰথী লক্ষ্মীনাথ বেজবৰুৱা সাহিত্য ভৱনত বৰ্ণাঢ্য কাৰ্যসূচীৰে সন্মিলনৰ ত্ৰয়োদশ বাৰ্ষিক কেন্দ্ৰীয় প্ৰতিষ্ঠা দিৱস আয়োজন কৰা হয়। পুৱা পতাকা উত্তোলন কৰে কেন্দ্ৰীয় সমিতিৰ সভাপতি জিতু গোস্বামীয়ে। শ্বহীদ তৰ্পণ কৰা হয়। সাংস্কৃতিক অনুষ্ঠান আৰু মুকলি সভা অনুষ্ঠিত হয়। [806,1227,974,1482]
article7-photo [640,1685,847,1866]
article5-column-1 [806,1207,974,1613]
page-number: ২ [1478,129,1511,178]
article6-column-1 [1171,1694,1320,2230]
page-bottom-rule [148,2242,1511,2243]
article6-photo-banner: CEREMONIAL DISTRIBUTION PLACE OF POSTING APPOINTED [1366,1541,1469,1579]
